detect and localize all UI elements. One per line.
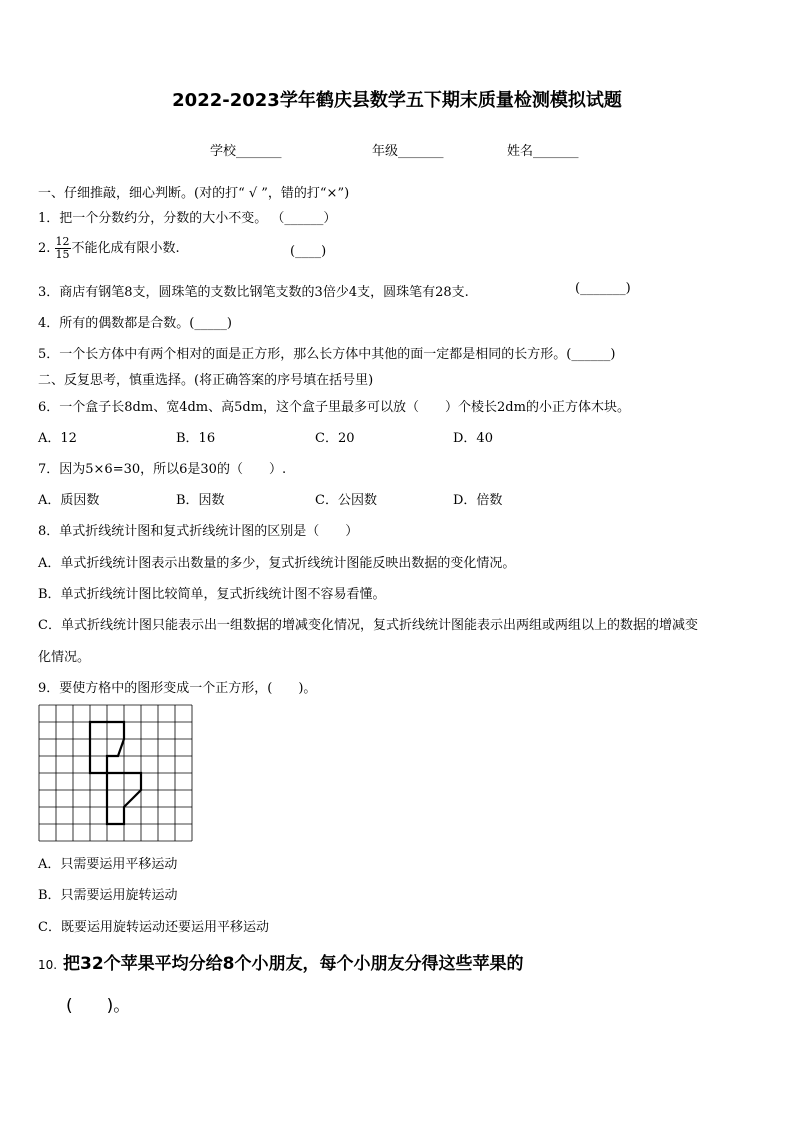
q9-option-c: C．既要运用旋转运动还要运用平移运动 xyxy=(38,920,269,935)
question-2-number: 2. xyxy=(38,241,51,256)
q8-option-c-continued: 化情况。 xyxy=(38,650,91,665)
question-2 xyxy=(38,236,180,261)
q7-option-b: B．因数 xyxy=(176,493,225,508)
question-9: 9．要使方格中的图形变成一个正方形，( )。 xyxy=(38,681,317,696)
grade-field: 年级_______ xyxy=(372,144,444,159)
name-field: 姓名_______ xyxy=(507,144,579,159)
question-4: 4．所有的偶数都是合数。(_____) xyxy=(38,316,232,331)
school-field: 学校_______ xyxy=(210,144,282,159)
question-10 xyxy=(38,949,524,974)
question-5: 5．一个长方体中有两个相对的面是正方形，那么长方体中其他的面一定都是相同的长方形。(______) xyxy=(38,347,616,362)
q6-option-b: B．16 xyxy=(176,431,216,446)
q7-option-c: C．公因数 xyxy=(315,493,377,508)
question-6: 6．一个盒子长8dm、宽4dm、高5dm，这个盒子里最多可以放（ ）个棱长2dm的小正方体木块。 xyxy=(38,400,630,415)
q6-option-c: C．20 xyxy=(315,431,355,446)
question-7: 7．因为5×6=30，所以6是30的（ ）. xyxy=(38,462,287,477)
fraction-numerator: 12 xyxy=(55,235,70,248)
q7-option-d: D．倍数 xyxy=(453,493,503,508)
q8-option-a: A．单式折线统计图表示出数量的多少，复式折线统计图能反映出数据的变化情况。 xyxy=(38,556,516,571)
fraction xyxy=(55,236,71,261)
question-3: 3．商店有钢笔8支，圆珠笔的支数比钢笔支数的3倍少4支，圆珠笔有28支. xyxy=(38,285,469,300)
fraction-denominator: 15 xyxy=(55,248,70,261)
question-10-blank: ( )。 xyxy=(66,996,131,1016)
grid-figure xyxy=(38,704,194,842)
q7-option-a: A．质因数 xyxy=(38,493,100,508)
question-8: 8．单式折线统计图和复式折线统计图的区别是（ ） xyxy=(38,524,359,539)
question-1: 1．把一个分数约分，分数的大小不变。 （______） xyxy=(38,211,337,226)
q6-option-d: D．40 xyxy=(453,431,493,446)
question-2-text: 不能化成有限小数. xyxy=(71,241,180,256)
q8-option-c: C．单式折线统计图只能表示出一组数据的增减变化情况，复式折线统计图能表示出两组或两组以上的数据的增减变 xyxy=(38,618,698,633)
page-title: 2022-2023学年鹤庆县数学五下期末质量检测模拟试题 xyxy=(172,90,622,111)
q6-option-a: A．12 xyxy=(38,431,77,446)
q9-option-b: B．只需要运用旋转运动 xyxy=(38,888,178,903)
question-10-text: 把32个苹果平均分给8个小朋友，每个小朋友分得这些苹果的 xyxy=(63,954,524,974)
section1-heading: 一、仔细推敲，细心判断。(对的打“ √ ”，错的打“×”) xyxy=(38,186,350,201)
question-10-number: 10. xyxy=(38,958,58,972)
section2-heading: 二、反复思考，慎重选择。(将正确答案的序号填在括号里) xyxy=(38,373,374,388)
q9-option-a: A．只需要运用平移运动 xyxy=(38,857,178,872)
q8-option-b: B．单式折线统计图比较简单，复式折线统计图不容易看懂。 xyxy=(38,587,386,602)
question-2-blank: (____) xyxy=(290,244,327,259)
question-3-blank: (_______) xyxy=(575,281,631,296)
